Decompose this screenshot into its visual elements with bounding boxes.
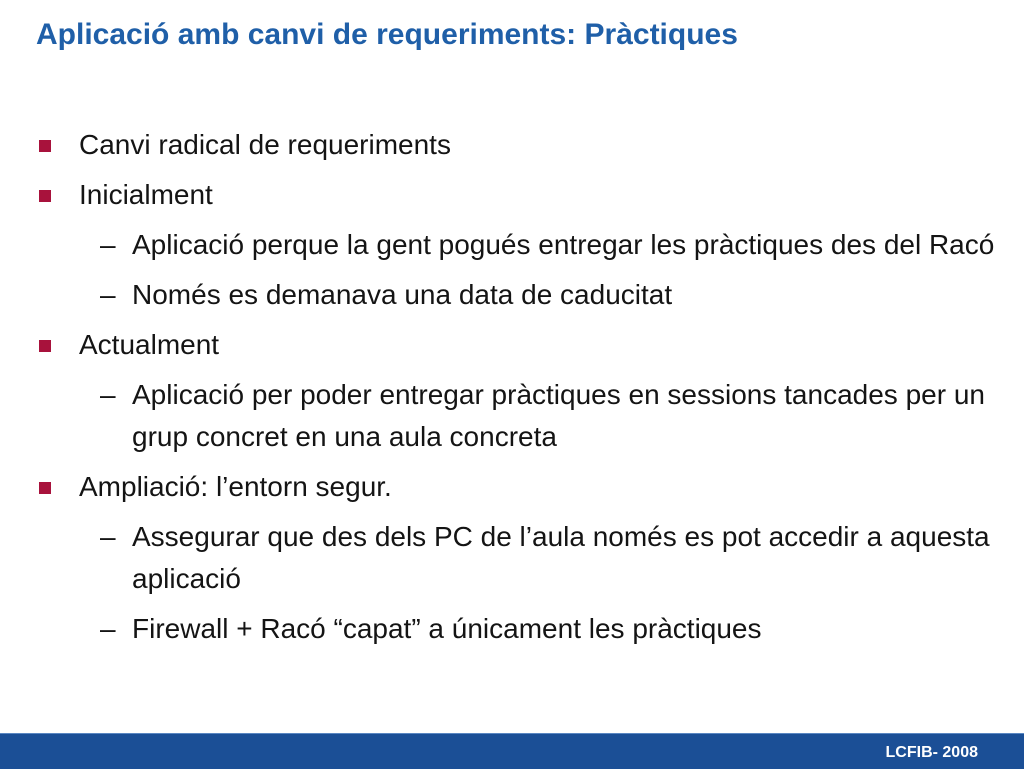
sub-bullet-text: Firewall + Racó “capat” a únicament les pràctiques xyxy=(132,613,762,644)
sub-bullet-item xyxy=(0,516,1024,600)
bullet-text: Canvi radical de requeriments xyxy=(79,129,451,160)
square-bullet-icon xyxy=(39,482,51,494)
slide-title: Aplicació amb canvi de requeriments: Pràctiques xyxy=(36,18,738,51)
bullet-item xyxy=(0,466,1024,508)
dash-bullet-icon: – xyxy=(100,521,116,552)
sub-bullet-text: Assegurar que des dels PC de l’aula només es pot accedir a aquesta aplicació xyxy=(132,521,990,594)
square-bullet-icon xyxy=(39,140,51,152)
footer-bar xyxy=(0,733,1024,769)
sub-bullet-text: Aplicació perque la gent pogués entregar les pràctiques des del Racó xyxy=(132,229,995,260)
footer-label: LCFIB- 2008 xyxy=(885,744,978,761)
dash-bullet-icon: – xyxy=(100,613,116,644)
bullet-item xyxy=(0,174,1024,216)
sub-bullet-item xyxy=(0,608,1024,650)
bullet-item xyxy=(0,124,1024,166)
bullet-text: Ampliació: l’entorn segur. xyxy=(79,471,392,502)
sub-bullet-text: Aplicació per poder entregar pràctiques en sessions tancades per un grup concret en una aula concreta xyxy=(132,379,985,452)
dash-bullet-icon: – xyxy=(100,279,116,310)
sub-bullet-item xyxy=(0,224,1024,266)
square-bullet-icon xyxy=(39,340,51,352)
sub-bullet-item xyxy=(0,374,1024,458)
bullet-text: Inicialment xyxy=(79,179,213,210)
bullet-list xyxy=(0,124,1024,658)
sub-bullet-item xyxy=(0,274,1024,316)
square-bullet-icon xyxy=(39,190,51,202)
dash-bullet-icon: – xyxy=(100,379,116,410)
bullet-item xyxy=(0,324,1024,366)
sub-bullet-text: Només es demanava una data de caducitat xyxy=(132,279,673,310)
bullet-text: Actualment xyxy=(79,329,220,360)
dash-bullet-icon: – xyxy=(100,229,116,260)
